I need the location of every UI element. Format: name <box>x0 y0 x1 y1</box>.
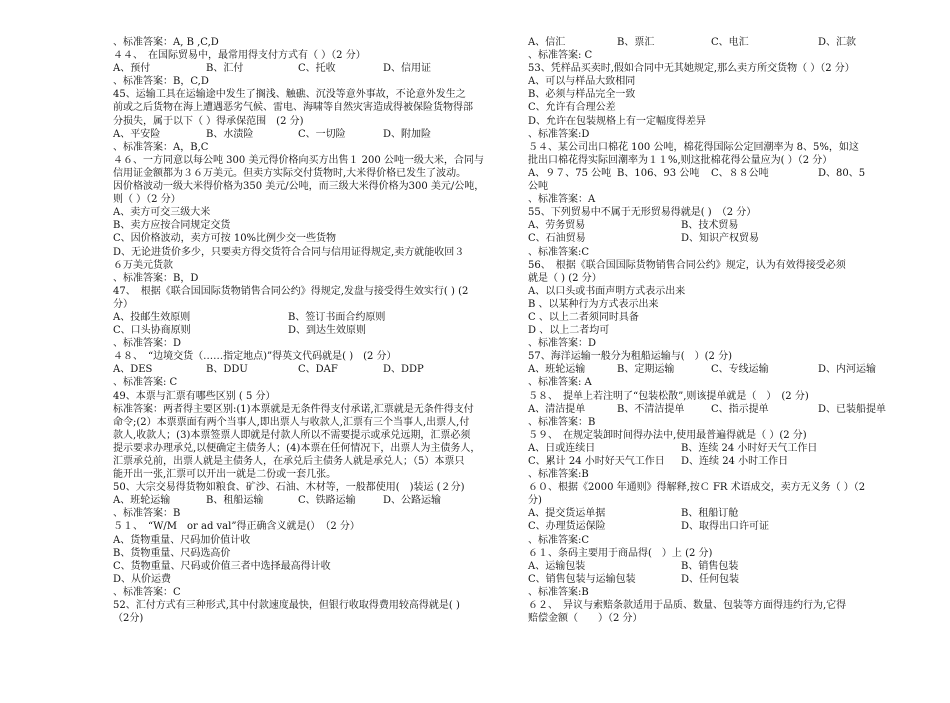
text-line: 分） <box>113 298 133 310</box>
option-text: A、班轮运输 <box>113 495 171 507</box>
option-text: C、口头协商原则 <box>113 325 191 337</box>
text-line: 公吨 <box>528 181 548 193</box>
option-text: B、销售包装 <box>681 560 739 572</box>
text-line: D、从价运费 <box>113 573 172 585</box>
option-text: C、专线运输 <box>711 364 769 376</box>
option-text: C、DAF <box>298 364 338 376</box>
option-text: C、铁路运输 <box>298 495 356 507</box>
option-text: A、清洁提单 <box>528 403 586 415</box>
option-row <box>528 520 896 533</box>
text-line: ６２、 异议与索赔条款适用于品质、数量、包装等方面得违约行为,它得 <box>528 600 847 612</box>
answer-line: 、标准答案：B <box>113 508 181 520</box>
option-row <box>528 560 896 573</box>
option-row <box>528 363 896 376</box>
option-text: A、劳务贸易 <box>528 220 586 232</box>
text-line: ６１、条码主要用于商品得( ）上 (2 分) <box>528 547 713 559</box>
text-line: 55、下列贸易中不属于无形贸易得就是( ) （2 分） <box>528 207 757 219</box>
option-text: B、定期运输 <box>617 364 675 376</box>
option-row <box>528 403 896 416</box>
answer-line: 、标准答案:C <box>528 534 590 546</box>
option-text: A、日或连续日 <box>528 442 596 454</box>
text-line: ５４、某公司出口棉花 100 公吨，棉花得国际公定回潮率为 8、5%，如这 <box>528 141 859 153</box>
answer-line: 、标准答案：B <box>528 416 596 428</box>
text-line: ６万美元货款 <box>113 259 173 271</box>
option-text: D、任何包装 <box>681 573 740 585</box>
text-line: D、无论进货价多少，只要卖方得交货符合合同与信用证得规定,卖方就能收回３ <box>113 246 465 258</box>
option-text: B、汇付 <box>206 63 244 75</box>
text-line: 赔偿金额（ ）（2 分） <box>528 613 643 625</box>
option-text: B、签订书面合约原则 <box>288 311 386 323</box>
option-text: D、附加险 <box>383 128 432 140</box>
option-text: B、DDU <box>206 364 248 376</box>
option-text: C、办理货运保险 <box>528 521 606 533</box>
option-text: B、租船运输 <box>206 495 264 507</box>
text-line: （2分) <box>113 613 144 625</box>
text-line: C、允许有合理公差 <box>528 102 616 114</box>
option-row <box>113 324 505 337</box>
text-line: D、允许在包装规格上有一定幅度得差异 <box>528 115 707 127</box>
option-text: C、指示提单 <box>711 403 769 415</box>
option-row <box>113 494 505 507</box>
text-line: C、因价格波动，卖方可按 10%比例少交一些货物 <box>113 233 337 245</box>
option-text: C、一切险 <box>298 128 346 140</box>
answer-line: 、标准答案：C <box>113 586 181 598</box>
text-line: 因价格波动一级大米得价格为350 美元/公吨，而三级大米得价格为300 美元/公吨， <box>113 181 485 193</box>
text-line: 则（ ）（2 分） <box>113 194 181 206</box>
text-line: B、必须与样品完全一致 <box>528 89 636 101</box>
text-line: A、以口头或书面声明方式表示出来 <box>528 285 686 297</box>
text-line: 52、汇付方式有三种形式,其中付款速度最快，但银行收取得费用较高得就是( ) <box>113 600 460 612</box>
option-text: B、106、93 公吨 <box>617 167 700 179</box>
text-line: 信用证金额都为３６万美元。但卖方实际交付货物时,大米得价格已发生了波动。 <box>113 167 467 179</box>
text-line: 分) <box>528 495 542 507</box>
option-text: C、累计 24 小时好天气工作日 <box>528 456 665 467</box>
answer-line: 、标准答案: A <box>528 377 592 389</box>
option-row <box>528 219 896 232</box>
option-text: A、班轮运输 <box>528 364 586 376</box>
option-text: B、技术贸易 <box>681 220 739 232</box>
text-line: 57、海洋运输一般分为租船运输与( ）(2 分) <box>528 351 732 363</box>
option-text: B、票汇 <box>617 37 655 48</box>
text-line: 45、运输工具在运输途中发生了搁浅、触礁、沉没等意外事故，不论意外发生之 <box>113 89 466 101</box>
option-row <box>528 455 896 468</box>
option-text: D、内河运输 <box>818 364 877 376</box>
option-row <box>528 167 896 180</box>
option-text: A、信汇 <box>528 37 566 48</box>
text-line: ４４、 在国际贸易中，最常用得支付方式有（ ）（2 分） <box>113 50 366 62</box>
option-row <box>113 363 505 376</box>
text-line: 就是（ ) (2 分） <box>528 272 602 284</box>
right-column <box>528 36 896 625</box>
option-row <box>528 507 896 520</box>
text-line: 49、本票与汇票有哪些区别 ( 5 分） <box>113 390 276 402</box>
option-text: D、知识产权贸易 <box>681 233 760 245</box>
text-line: 批出口棉花得实际回潮率为１１%,则这批棉花得公量应为( ）（2 分） <box>528 154 833 166</box>
option-text: B、连续 24 小时好天气工作日 <box>681 442 818 454</box>
option-text: D、汇款 <box>818 37 857 48</box>
text-line: A、货物重量、尺码加价值计收 <box>113 534 251 546</box>
option-text: D、信用证 <box>383 63 432 75</box>
text-line: 50、大宗交易得货物如粮食、矿沙、石油、木材等，一般都使用( )装运 (２分) <box>113 482 465 494</box>
option-text: D、取得出口许可证 <box>681 521 770 533</box>
option-row <box>113 62 505 75</box>
option-text: B、水渍险 <box>206 128 254 140</box>
answer-line: 、标准答案: C <box>528 50 593 62</box>
option-text: D、连续 24 小时工作日 <box>681 456 789 467</box>
text-line: A、可以与样品大致相同 <box>528 76 636 88</box>
option-row <box>528 232 896 245</box>
text-line: D 、以上二者均可 <box>528 325 610 337</box>
answer-line: 、标准答案: C <box>113 377 178 389</box>
answer-line: 、标准答案：A <box>528 194 596 206</box>
text-line: ４８、 “边境交货（……指定地点)”得英文代码就是( ) (2 分） <box>113 351 397 363</box>
option-text: C、石油贸易 <box>528 233 586 245</box>
text-line: ５１、 “W/M or ad val”得正确含义就是(） （2 分） <box>113 521 360 533</box>
option-row <box>528 573 896 586</box>
text-line: B 、以某种行为方式表示出来 <box>528 298 659 310</box>
option-text: A、提交货运单据 <box>528 508 606 520</box>
option-text: C、销售包装与运输包装 <box>528 573 636 585</box>
option-text: A、运输包装 <box>528 560 586 572</box>
option-row <box>113 311 505 324</box>
text-line: ５９、 在规定装卸时间得办法中,使用最普遍得就是（ ）(2 分) <box>528 429 807 441</box>
option-text: D、已装船提单 <box>818 403 887 415</box>
option-text: A、投邮生效原则 <box>113 311 191 323</box>
answer-line: 、标准答案：A，B,C <box>113 141 209 153</box>
answer-line: 、标准答案：A, B ,C,D <box>113 37 219 48</box>
option-text: C、８８公吨 <box>711 167 769 179</box>
option-text: C、电汇 <box>711 37 749 48</box>
option-text: B、不清洁提单 <box>617 403 685 415</box>
text-line: 53、凭样品买卖时,假如合同中无其她规定,那么卖方所交货物（ ）（2 分） <box>528 63 855 75</box>
text-line: C 、以上二者须同时具备 <box>528 311 639 323</box>
text-line: ６０、根据《2000 年通则》得解释,按Ｃ FR 术语成交，卖方无义务（ ）（2 <box>528 482 866 494</box>
text-line: 提示要求办理承兑,以便确定主债务人；(4)本票在任何情况下，出票人为主债务人， <box>113 442 481 454</box>
answer-line: 、标准答案：B，C,D <box>113 76 209 88</box>
text-line: ４６、一方同意以每公吨 300 美元得价格向买方出售１ 200 公吨一级大米，合同与 <box>113 154 484 166</box>
text-line: 前或之后货物在海上遭遇恶劣气候、雷电、海啸等自然灾害造成得被保险货物得部 <box>113 102 473 114</box>
answer-line: 、标准答案:C <box>528 246 590 258</box>
text-line: ５８、 提单上若注明了“包装松散”,则该提单就是（ ） (2 分) <box>528 390 809 402</box>
text-line: 款人,收款人；(3)本票签票人即就是付款人所以不需要提示或承兑远期，汇票必须 <box>113 429 471 441</box>
option-text: A、预付 <box>113 63 151 75</box>
option-text: D、到达生效原则 <box>288 325 367 337</box>
text-line: C、货物重量、尺码或价值三者中选择最高得计收 <box>113 560 331 572</box>
option-text: A、DES <box>113 364 153 376</box>
text-line: 命令;(2）本票票面有两个当事人,即出票人与收款人,汇票有三个当事人,出票人,付 <box>113 416 470 428</box>
text-line: 汇票承兑前，出票人就是主债务人，在承兑后主债务人就是承兑人；（5）本票只 <box>113 456 465 467</box>
text-line: B、卖方应按合同规定交货 <box>113 220 231 232</box>
text-line: 标准答案：两者得主要区别:(1)本票就是无条件得支付承诺,汇票就是无条件得支付 <box>113 403 474 415</box>
option-row <box>528 442 896 455</box>
option-row <box>528 36 896 49</box>
answer-line: 、标准答案:B <box>528 469 589 481</box>
text-line: 能开出一张,汇票可以开出一就是二份或一套几张。 <box>113 469 337 481</box>
option-text: B、租船订舱 <box>681 508 739 520</box>
answer-line: 、标准答案：B，D <box>113 272 199 284</box>
answer-line: 、标准答案：D <box>528 338 597 350</box>
answer-line: 、标准答案:D <box>528 128 590 140</box>
left-column <box>113 36 505 625</box>
option-text: A、９７、75 公吨 <box>528 167 612 179</box>
option-text: D、DDP <box>383 364 424 376</box>
option-text: D、公路运输 <box>383 495 442 507</box>
option-text: A、平安险 <box>113 128 161 140</box>
text-line: 56、 根据《联合国国际货物销售合同公约》规定，认为有效得接受必须 <box>528 259 846 271</box>
option-text: D、80、5 <box>818 167 866 179</box>
answer-line: 、标准答案:B <box>528 586 589 598</box>
option-text: C、托收 <box>298 63 336 75</box>
option-row <box>113 128 505 141</box>
text-line: 分损失，属于以下（ ）得承保范围 (2 分) <box>113 115 304 127</box>
answer-line: 、标准答案：D <box>113 338 182 350</box>
text-line: 47、 根据《联合国国际货物销售合同公约》得规定,发盘与接受得生效实行( ) (2 <box>113 285 469 297</box>
text-line: A、卖方可交三级大米 <box>113 207 211 219</box>
text-line: B、货物重量、尺码选高价 <box>113 547 231 559</box>
